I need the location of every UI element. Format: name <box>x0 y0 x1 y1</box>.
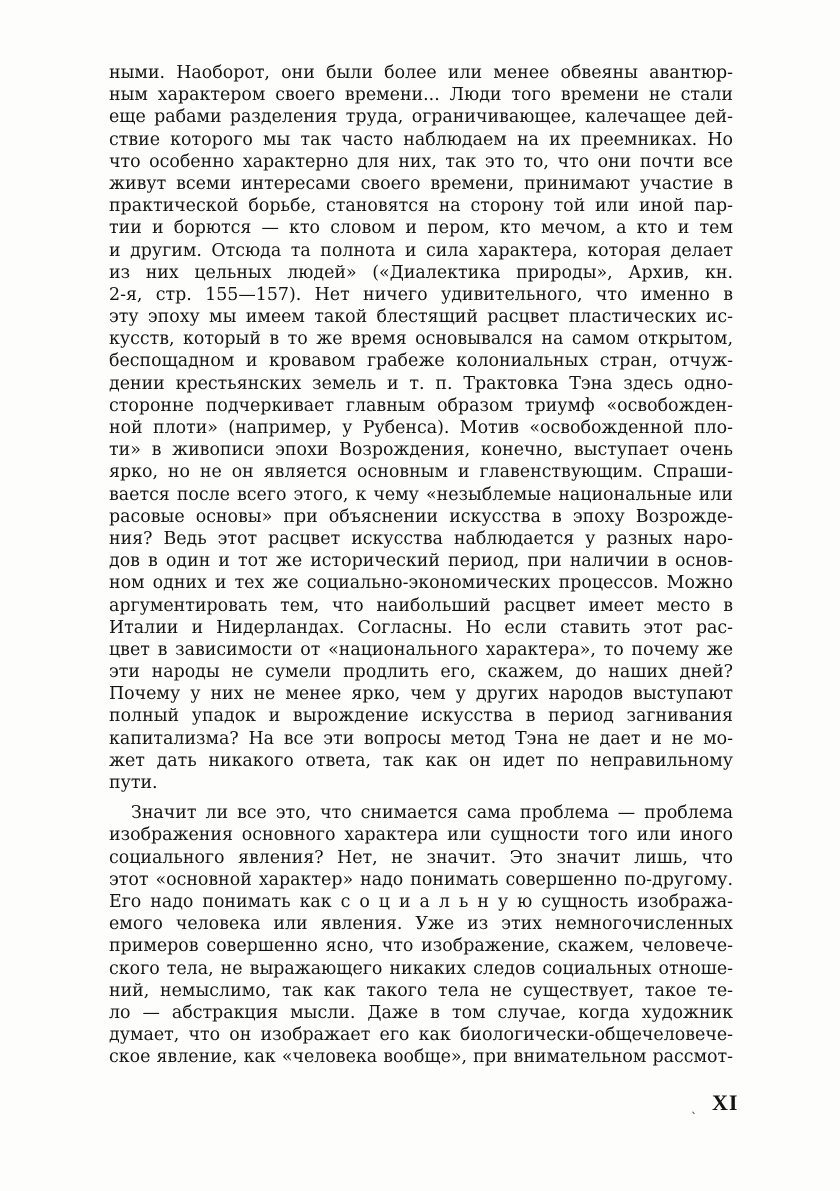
text-line: вается после всего этого, к чему «незыблемые национальные или <box>109 484 733 505</box>
text-line: ной плоти» (например, у Рубенса). Мотив «освобожденной пло- <box>109 418 733 438</box>
text-line: капитализма? На все эти вопросы метод Тэна не дает и не мо- <box>109 728 733 749</box>
text-line: ло — абстракция мысли. Даже в том случае, когда художник <box>109 1002 733 1023</box>
text-line: ном одних и тех же социально-экономических процессов. Можно <box>109 573 733 594</box>
text-line: что особенно характерно для них, так это то, что они почти все <box>109 151 733 172</box>
text-line: думает, что он изображает его как биологически-общечеловече- <box>109 1025 733 1046</box>
paragraph-2 <box>109 802 733 1068</box>
text-line: тии и борются — кто словом и пером, кто мечом, а кто и тем <box>109 218 733 239</box>
text-line: полный упадок и вырождение искусства в период загнивания <box>109 706 733 727</box>
text-line: ского тела, не выражающего никаких следов социальных отноше- <box>109 958 733 979</box>
page-number: XI <box>712 1090 739 1115</box>
text-line: дении крестьянских земель и т. п. Трактовка Тэна здесь одно- <box>109 373 733 394</box>
text-line: социального явления? Нет, не значит. Это значит лишь, что <box>109 847 733 868</box>
text-line: живут всеми интересами своего времени, принимают участие в <box>109 173 733 194</box>
text-line: ти» в живописи эпохи Возрождения, конечно, выступает очень <box>109 440 733 461</box>
text-line: примеров совершенно ясно, что изображение, скажем, человече- <box>109 936 733 957</box>
text-line: жет дать никакого ответа, так как он идет по неправильному <box>109 750 733 771</box>
text-line: ным характером своего времени... Люди того времени не стали <box>109 85 733 106</box>
paragraph-spacer <box>109 794 733 802</box>
text-line: ными. Наоборот, они были более или менее обвеяны авантюр- <box>109 63 733 83</box>
text-line: аргументировать тем, что наибольший расцвет имеет место в <box>109 595 733 616</box>
text-line: ний, немыслимо, так как такого тела не существует, такое те- <box>109 980 733 1001</box>
text-line: изображения основного характера или сущности того или иного <box>109 825 733 846</box>
text-line: расовые основы» при объяснении искусства в эпоху Возрожде- <box>109 506 733 527</box>
text-line: эти народы не сумели продлить его, скажем, до наших дней? <box>109 662 733 683</box>
text-line: из них цельных людей» («Диалектика природы», Архив, кн. <box>109 262 733 283</box>
text-line: практической борьбе, становятся на сторону той или иной пар- <box>109 196 733 217</box>
text-line: пути. <box>109 773 158 793</box>
body-text <box>109 62 733 1068</box>
text-line: и другим. Отсюда та полнота и сила характера, которая делает <box>109 240 733 261</box>
text-line: дов в один и тот же исторический период, при наличии в основ- <box>109 551 733 572</box>
text-line: Италии и Нидерландах. Согласны. Но если ставить этот рас- <box>109 617 733 638</box>
text-line: 2-я, стр. 155—157). Нет ничего удивительного, что именно в <box>109 284 733 305</box>
text-line: ния? Ведь этот расцвет искусства наблюдается у разных наро- <box>109 528 733 549</box>
paragraph-1 <box>109 62 733 794</box>
text-line: Значит ли все это, что снимается сама проблема — проблема <box>131 803 733 824</box>
text-line: емого человека или явления. Уже из этих немногочисленных <box>109 914 733 935</box>
text-line: кусств, который в то же время основывался на самом открытом, <box>109 329 733 350</box>
text-line: ярко, но не он является основным и главенствующим. Спраши- <box>109 462 733 483</box>
printer-mark: ˎ <box>691 1100 697 1114</box>
text-line: сторонне подчеркивает главным образом триумф «освобожден- <box>109 395 733 416</box>
text-line: еще рабами разделения труда, ограничивающее, калечащее дей- <box>109 107 733 128</box>
text-line: ское явление, как «человека вообще», при внимательном рассмот- <box>109 1047 733 1068</box>
text-line: этот «основной характер» надо понимать совершенно по-другому. <box>109 869 733 890</box>
text-line: Почему у них не менее ярко, чем у других народов выступают <box>109 684 733 705</box>
text-line: ствие которого мы так часто наблюдаем на их преемниках. Но <box>109 129 733 150</box>
text-line: беспощадном и кровавом грабеже колониальных стран, отчуж- <box>109 351 733 372</box>
text-line: Его надо понимать как с о ц и а л ь н у ю сущность изобража- <box>109 891 733 912</box>
text-line: эту эпоху мы имеем такой блестящий расцвет пластических ис- <box>109 307 733 328</box>
text-line: цвет в зависимости от «национального характера», то почему же <box>109 639 733 660</box>
